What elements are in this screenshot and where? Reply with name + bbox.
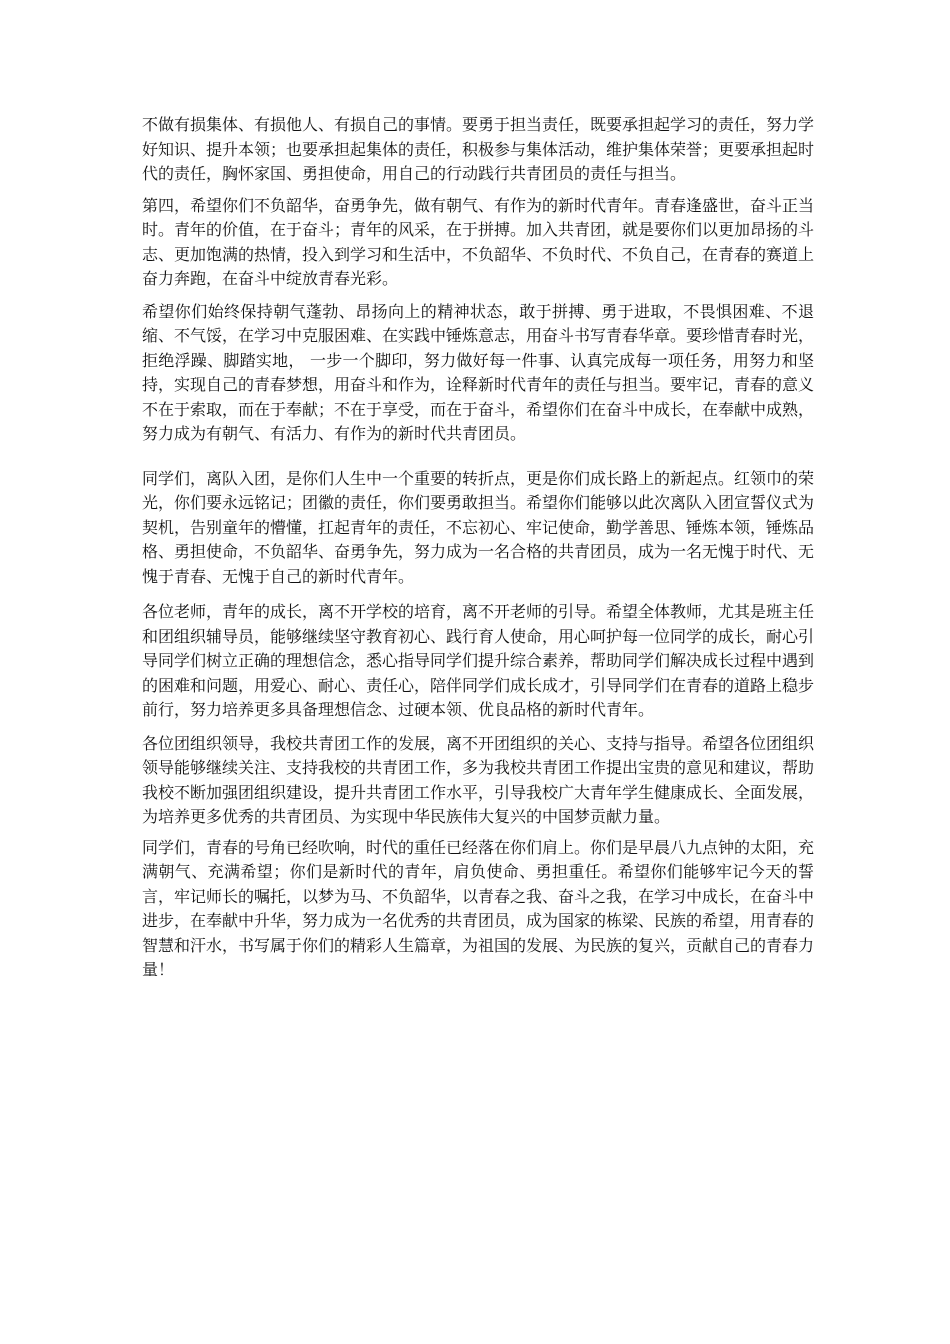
- paragraph-responsibility: 不做有损集体、有损他人、有损自己的事情。要勇于担当责任，既要承担起学习的责任，努力学好知识、提升本领；也要承担起集体的责任，积极参与集体活动，维护集体荣誉；更要承担起时代的责任，胸怀家国、勇担使命，用自己的行动践行共青团员的责任与担当。: [142, 115, 815, 183]
- paragraph-new-starting-point: 同学们，离队入团，是你们人生中一个重要的转折点，更是你们成长路上的新起点。红领巾的荣光，你们要永远铭记；团徽的责任，你们要勇敢担当。希望你们能够以此次离队入团宣誓仪式为契机，告别童年的懵懂，扛起青年的责任，不忘初心、牢记使命，勤学善思、锤炼本领，锤炼品格、勇担使命，不负韶华、奋勇争先，努力成为一名合格的共青团员，成为一名无愧于时代、无愧于青春、无愧于自己的新时代青年。: [142, 468, 815, 586]
- paragraph-closing: 同学们，青春的号角已经吹响，时代的重任已经落在你们肩上。你们是早晨八九点钟的太阳，充满朝气、充满希望；你们是新时代的青年，肩负使命、勇担重任。希望你们能够牢记今天的誓言，牢记师长的嘱托，以梦为马、不负韶华，以青春之我、奋斗之我，在学习中成长，在奋斗中进步，在奉献中升华，努力成为一名优秀的共青团员，成为国家的栋梁、民族的希望，用青春的智慧和汗水，书写属于你们的精彩人生篇章，为祖国的发展、为民族的复兴，贡献自己的青春力量！: [142, 837, 815, 979]
- paragraph-league-leaders: 各位团组织领导，我校共青团工作的发展，离不开团组织的关心、支持与指导。希望各位团组织领导能够继续关注、支持我校的共青团工作，多为我校共青团工作提出宝贵的意见和建议，帮助我校不断加强团组织建设，提升共青团工作水平，引导我校广大青年学生健康成长、全面发展，为培养更多优秀的共青团员、为实现中华民族伟大复兴的中国梦贡献力量。: [142, 733, 815, 826]
- paragraph-teachers: 各位老师，青年的成长，离不开学校的培育，离不开老师的引导。希望全体教师，尤其是班主任和团组织辅导员，能够继续坚守教育初心、践行育人使命，用心呵护每一位同学的成长，耐心引导同学们树立正确的理想信念，悉心指导同学们提升综合素养，帮助同学们解决成长过程中遇到的困难和问题，用爱心、耐心、责任心，陪伴同学们成长成才，引导同学们在青春的道路上稳步前行，努力培养更多具备理想信念、过硬本领、优良品格的新时代青年。: [142, 602, 815, 719]
- paragraph-fourth-hope: 第四，希望你们不负韶华，奋勇争先，做有朝气、有作为的新时代青年。青春逢盛世，奋斗正当时。青年的价值，在于奋斗；青年的风采，在于拼搏。加入共青团，就是要你们以更加昂扬的斗志、更加饱满的热情，投入到学习和生活中，不负韶华、不负时代、不负自己，在青春的赛道上奋力奔跑，在奋斗中绽放青春光彩。: [142, 195, 815, 288]
- paragraph-youthful-spirit: 希望你们始终保持朝气蓬勃、昂扬向上的精神状态，敢于拼搏、勇于进取，不畏惧困难、不退缩、不气馁，在学习中克服困难、在实践中锤炼意志，用奋斗书写青春华章。要珍惜青春时光，拒绝浮躁、脚踏实地， 一步一个脚印，努力做好每一件事、认真完成每一项任务，用努力和坚持，实现自己的青春梦想，用奋斗和作为，诠释新时代青年的责任与担当。要牢记，青春的意义不在于索取，而在于奉献；不在于享受，而在于奋斗，希望你们在奋斗中成长，在奉献中成熟，努力成为有朝气、有活力、有作为的新时代共青团员。: [142, 301, 815, 443]
- document-page: [142, 113, 814, 983]
